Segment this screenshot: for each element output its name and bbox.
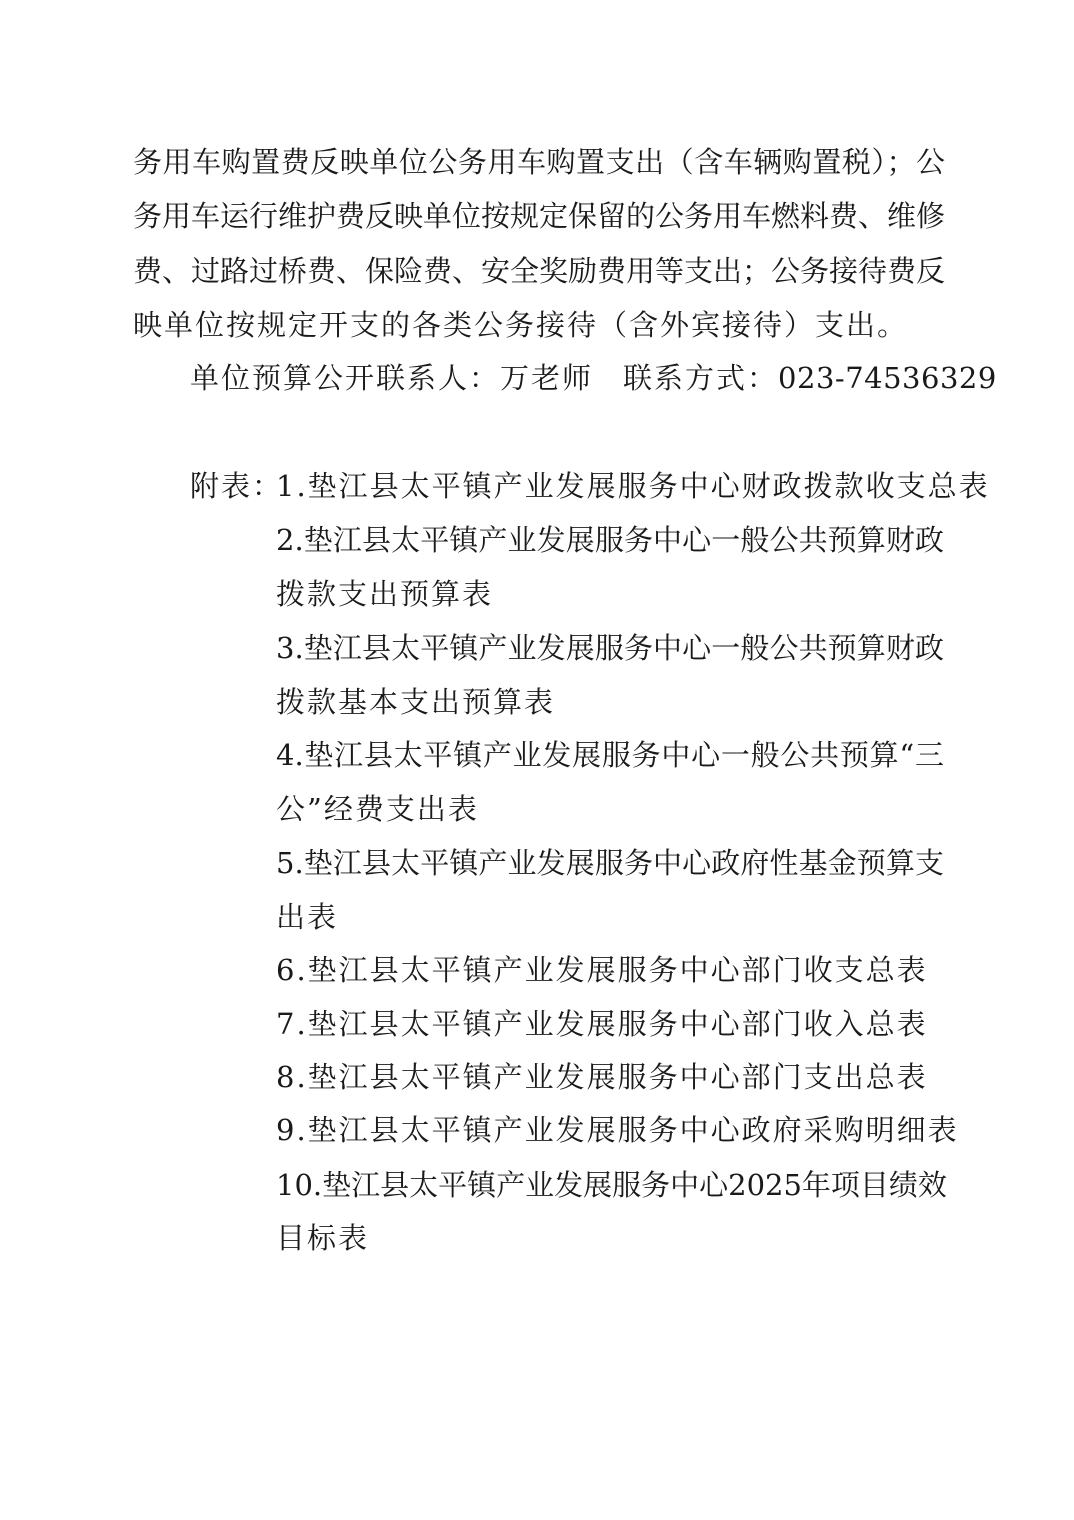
contact-method-label: 联系方式： [623,361,779,395]
attachment-item-3: 3.垫江县太平镇产业发展服务中心一般公共预算财政 [276,631,944,665]
attachments-label: 附表： [190,469,284,503]
attachment-item-3-cont: 拨款基本支出预算表 [276,685,556,719]
attachment-item-7: 7.垫江县太平镇产业发展服务中心部门收入总表 [276,1007,928,1041]
attachment-item-9: 9.垫江县太平镇产业发展服务中心政府采购明细表 [276,1113,959,1147]
attachment-item-2-cont: 拨款支出预算表 [276,577,494,611]
contact-line [190,358,997,398]
contact-person-name: 万老师 [500,361,594,395]
paragraph-line: 映单位按规定开支的各类公务接待（含外宾接待）支出。 [133,308,909,342]
paragraph-line: 务用车运行维护费反映单位按规定保留的公务用车燃料费、维修 [133,199,946,233]
attachment-item-5: 5.垫江县太平镇产业发展服务中心政府性基金预算支 [276,846,944,880]
attachment-item-2: 2.垫江县太平镇产业发展服务中心一般公共预算财政 [276,523,944,557]
attachment-item-5-cont: 出表 [276,900,339,934]
attachment-item-8: 8.垫江县太平镇产业发展服务中心部门支出总表 [276,1060,928,1094]
contact-phone: 023-74536329 [778,361,997,395]
paragraph-line: 费、过路过桥费、保险费、安全奖励费用等支出；公务接待费反 [133,254,946,288]
attachment-item-10-cont: 目标表 [276,1221,370,1255]
contact-person-label: 单位预算公开联系人： [190,361,501,395]
paragraph-line: 务用车购置费反映单位公务用车购置支出（含车辆购置税）；公 [133,145,945,179]
attachment-item-4-cont: 公”经费支出表 [276,792,479,826]
attachment-item-6: 6.垫江县太平镇产业发展服务中心部门收支总表 [276,953,928,987]
attachment-item-1: 1.垫江县太平镇产业发展服务中心财政拨款收支总表 [276,469,990,503]
attachment-item-10: 10.垫江县太平镇产业发展服务中心2025年项目绩效 [276,1168,947,1202]
attachment-item-4: 4.垫江县太平镇产业发展服务中心一般公共预算“三 [276,738,944,772]
